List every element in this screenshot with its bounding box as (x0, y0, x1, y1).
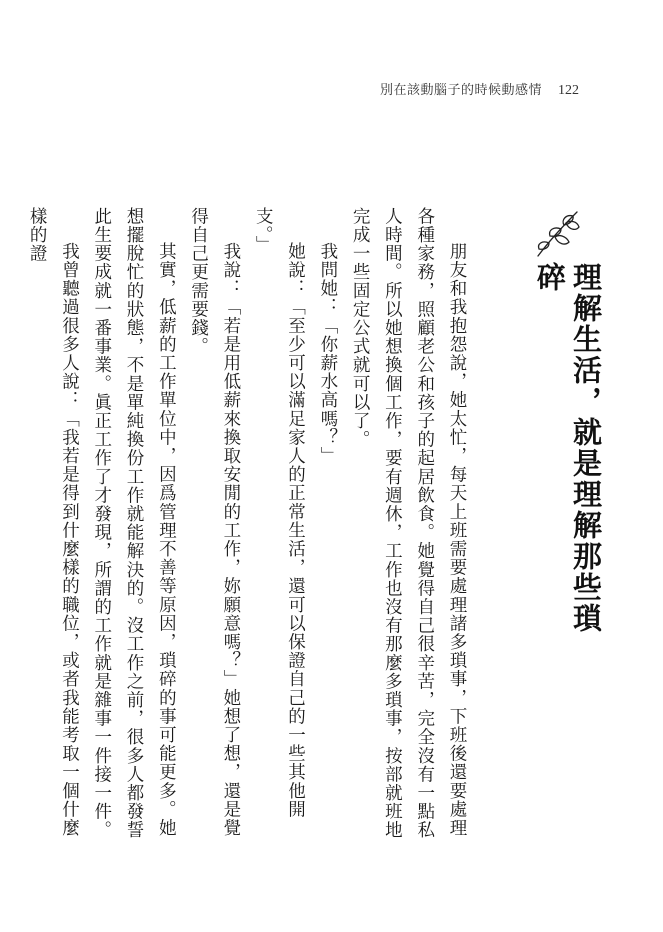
paragraph: 她說：「至少可以滿足家人的正常生活，還可以保證自己的一些其他開支。」 (253, 207, 306, 819)
chapter-title: 理解生活，就是理解那些瑣碎 (533, 262, 603, 634)
leaf-sprig-icon (533, 208, 583, 258)
running-title: 別在該動腦子的時候動感情 (379, 82, 542, 97)
paragraph: 朋友和我抱怨說，她太忙，每天上班需要處理諸多瑣事，下班後還要處理各種家務，照顧老公和孩子的起居飲食。她覺得自己很辛苦，完全沒有一點私人時間。所以她想換個工作，要有週休，工作也沒有那麼多瑣事，按部就班地完成一些固定公式就可以了。 (350, 207, 467, 840)
paragraph: 其實，低薪的工作單位中，因爲管理不善等原因，瑣碎的事可能更多。她想擺脫忙的狀態，不是單純換份工作就能解決的。沒工作之前，很多人都發誓此生要成就一番事業。眞正工作了才發現，所謂的工作就是雜事一件接一件。 (91, 207, 177, 840)
paragraph: 我問她：「你薪水高嗎？」 (317, 242, 338, 466)
body-text (21, 207, 473, 847)
paragraph: 我曾聽過很多人說：「我若是得到什麼樣的職位，或者我能考取一個什麼樣的證 (27, 207, 80, 838)
paragraph: 我說：「若是用低薪來換取安閒的工作，妳願意嗎？」她想了想，還是覺得自己更需要錢。 (188, 207, 241, 838)
running-header (380, 79, 579, 99)
page-number: 122 (558, 83, 579, 98)
